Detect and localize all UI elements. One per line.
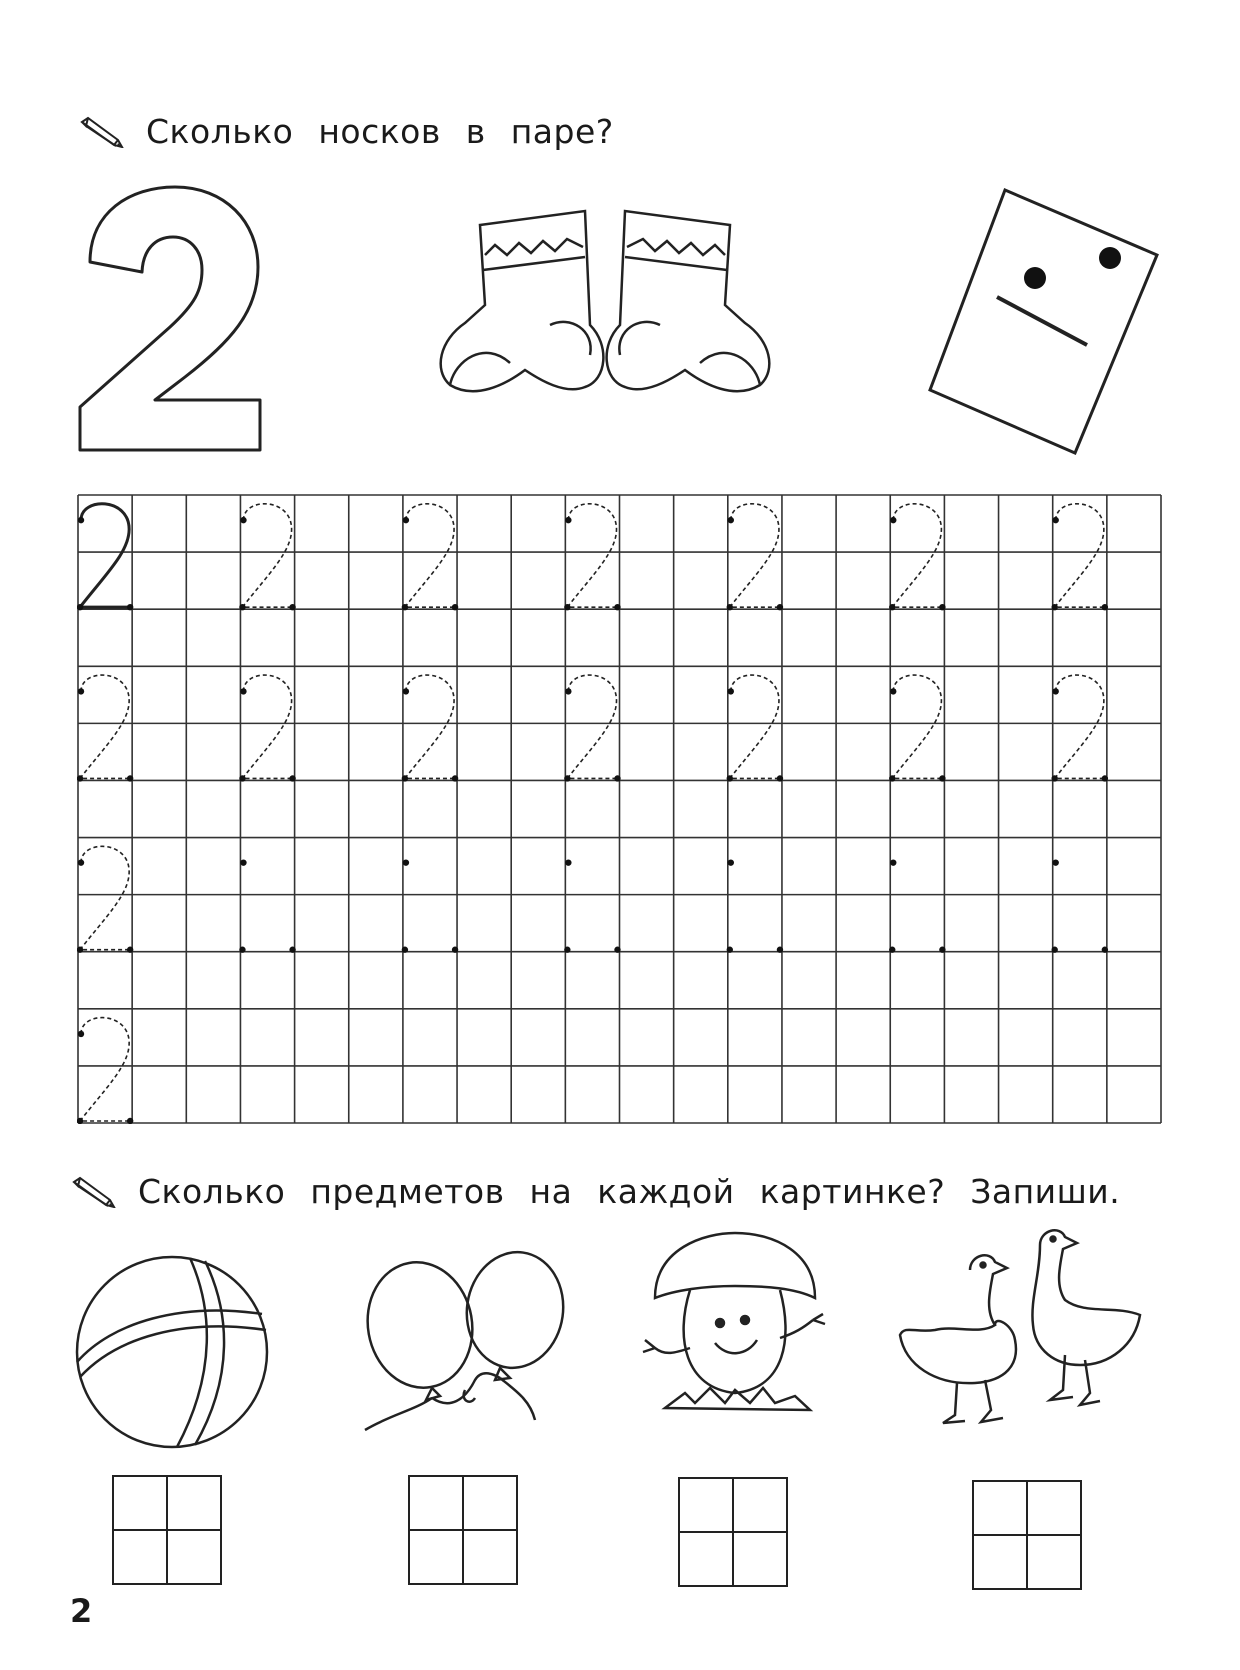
ball-illustration: [72, 1252, 272, 1452]
geese-illustration: [895, 1225, 1145, 1425]
task-2-text: Сколько предметов на каждой картинке? Запиши.: [138, 1172, 1121, 1211]
answer-box-ball[interactable]: [112, 1475, 222, 1585]
answer-box-balloons[interactable]: [408, 1475, 518, 1585]
answer-box-mushroom[interactable]: [678, 1477, 788, 1587]
task-1-heading: [78, 112, 614, 151]
pencil-icon: [70, 1176, 116, 1208]
task-1-text: Сколько носков в паре?: [146, 112, 614, 151]
mushroom-illustration: [635, 1228, 835, 1428]
task-2-heading: [70, 1172, 1120, 1211]
answer-box-geese[interactable]: [972, 1480, 1082, 1590]
tracing-grid[interactable]: [77, 494, 1162, 1124]
page-number: 2: [70, 1592, 93, 1630]
socks-illustration: [435, 205, 775, 420]
pencil-icon: [78, 116, 124, 148]
big-digit-two: [70, 182, 270, 457]
domino-illustration: [925, 185, 1165, 460]
balloons-illustration: [360, 1250, 590, 1440]
